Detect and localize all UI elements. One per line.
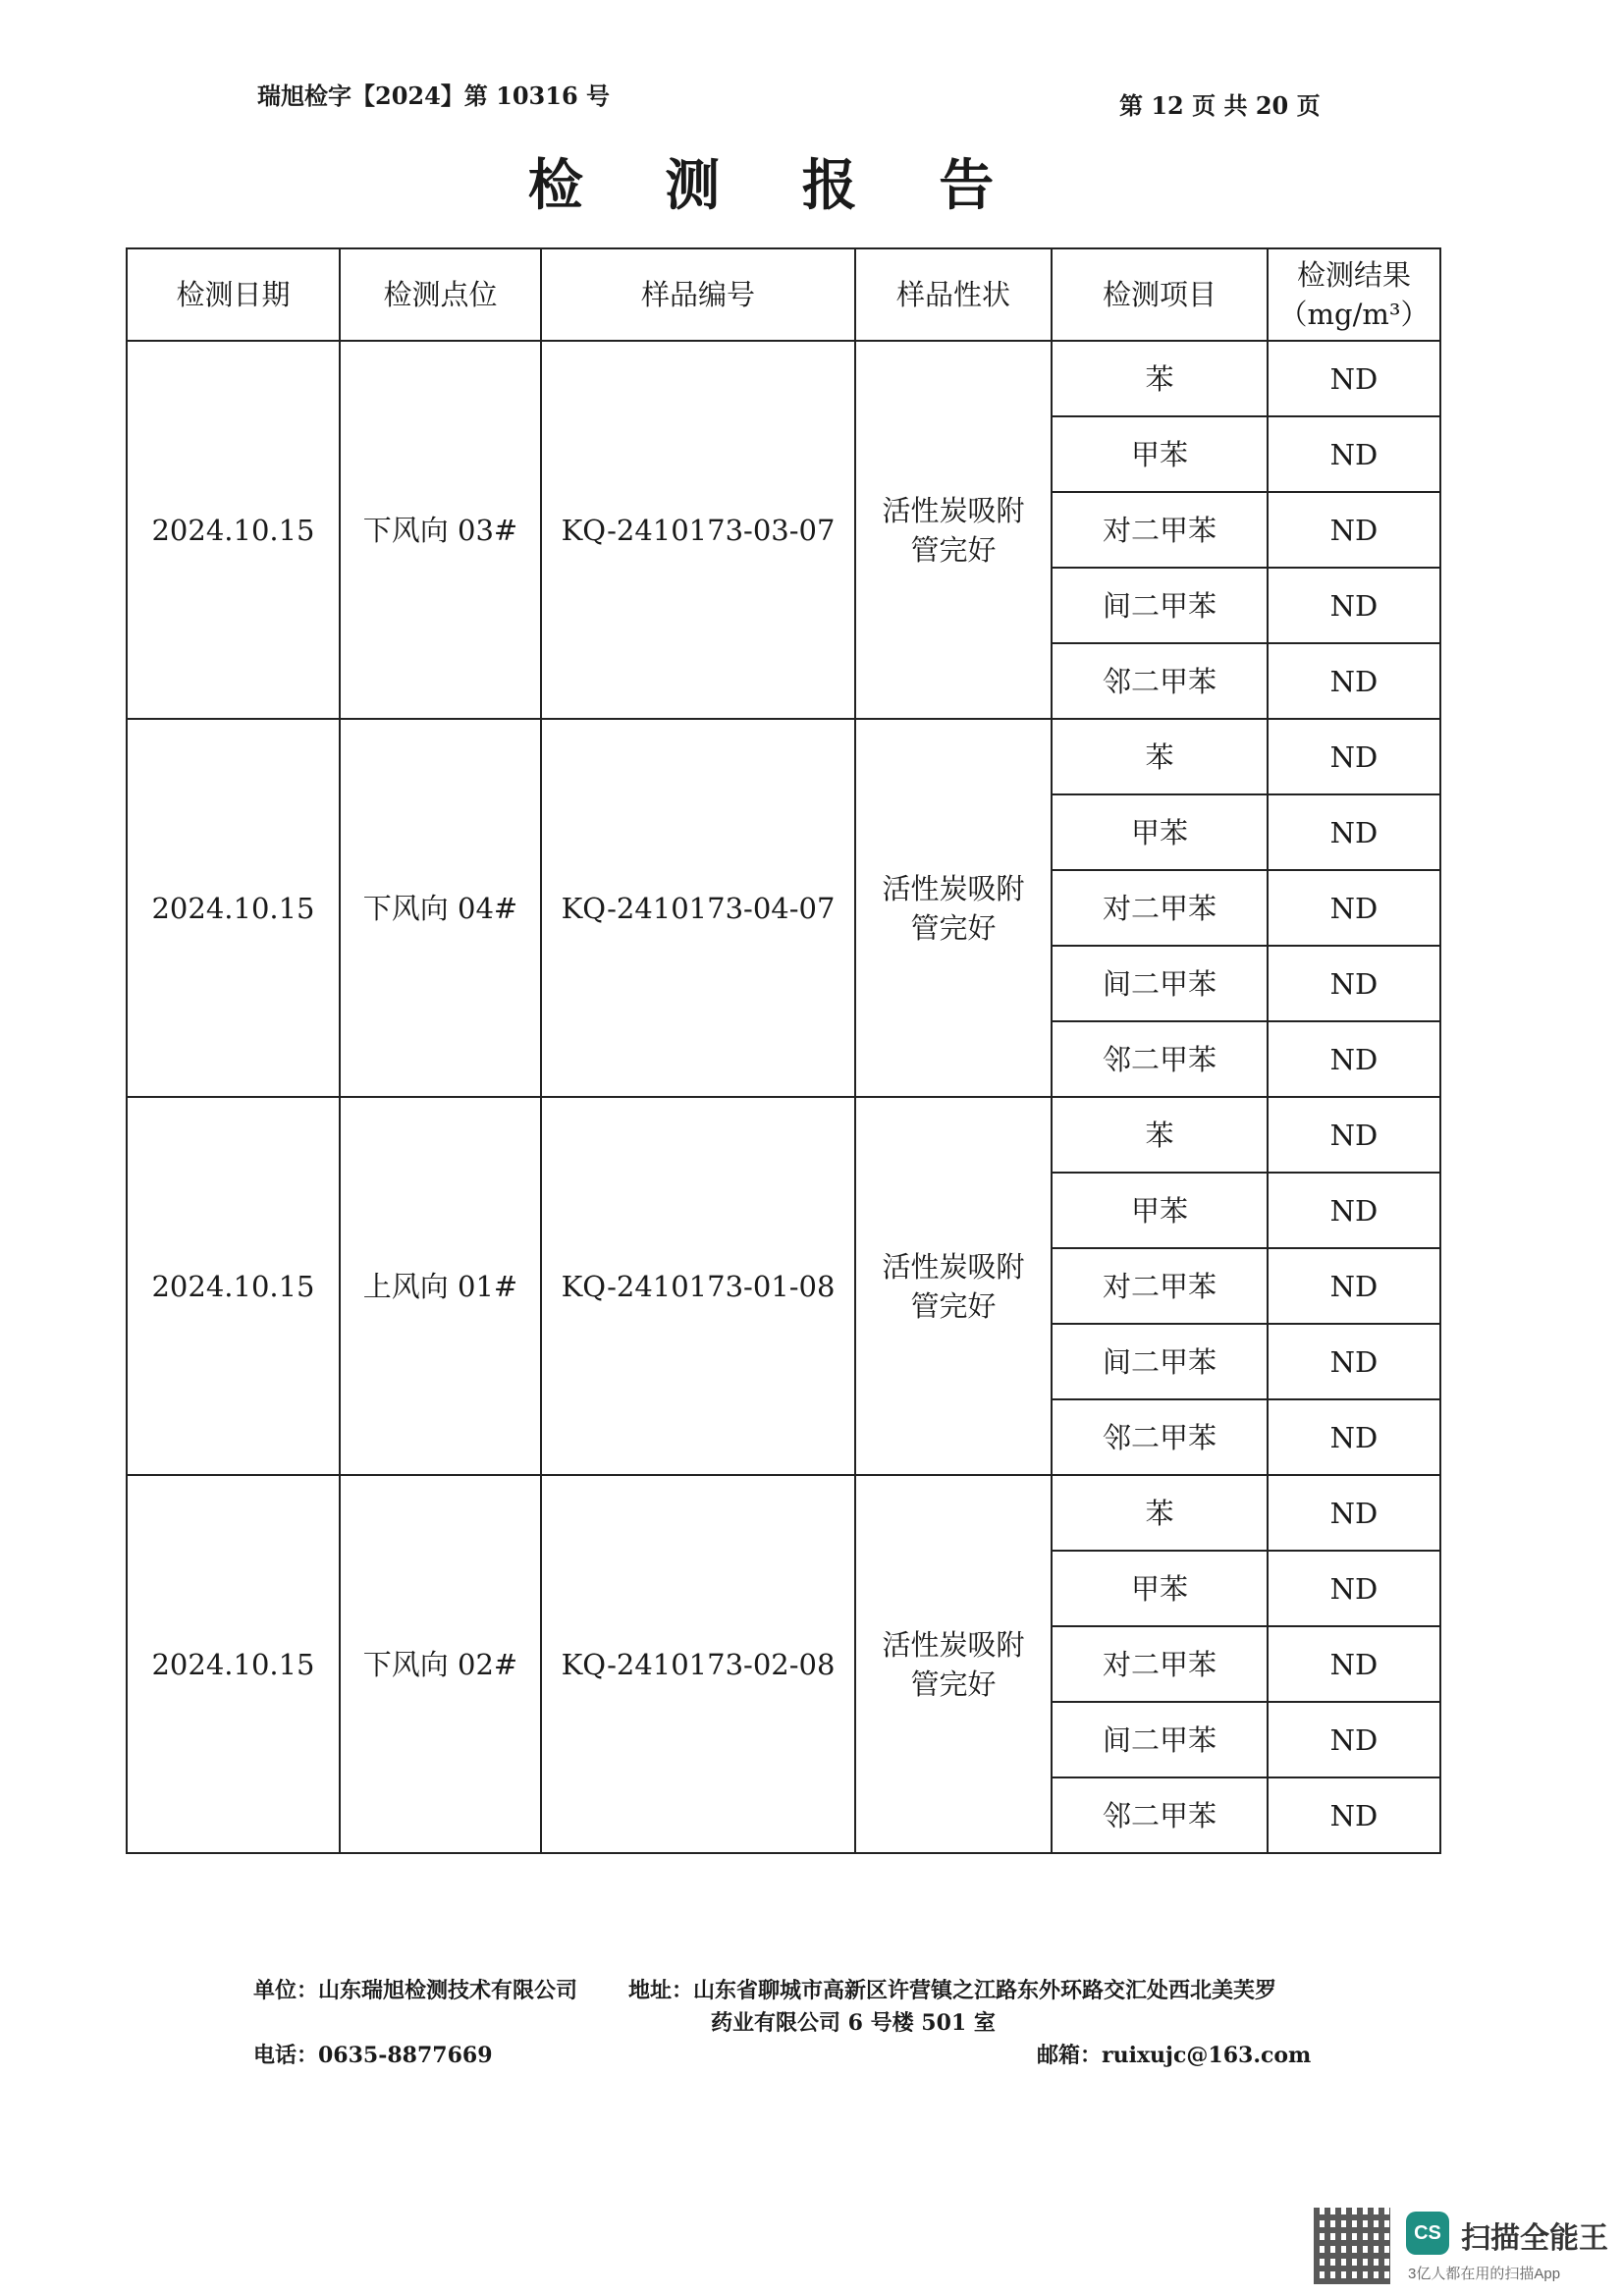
footer-phone: 电话：0635-8877669: [253, 2043, 493, 2068]
col-header-state: 样品性状: [855, 248, 1052, 341]
cell-test-result: ND: [1268, 492, 1440, 568]
cell-test-item: 邻二甲苯: [1052, 1399, 1268, 1475]
cell-state: 活性炭吸附管完好: [855, 1097, 1052, 1475]
cell-test-result: ND: [1268, 341, 1440, 416]
cell-test-item: 间二甲苯: [1052, 1702, 1268, 1777]
table-row: [127, 1475, 1440, 1551]
cell-test-result: ND: [1268, 1626, 1440, 1702]
col-header-item: 检测项目: [1052, 248, 1268, 341]
cell-sample-id: KQ-2410173-01-08: [541, 1097, 855, 1475]
watermark-app-name: 扫描全能王: [1461, 2222, 1608, 2255]
col-header-point: 检测点位: [340, 248, 541, 341]
table-row: [127, 1097, 1440, 1173]
cell-test-result: ND: [1268, 416, 1440, 492]
cell-test-result: ND: [1268, 1702, 1440, 1777]
table-body: [127, 341, 1440, 1853]
cell-test-result: ND: [1268, 1097, 1440, 1173]
cell-date: 2024.10.15: [127, 1097, 340, 1475]
cell-test-result: ND: [1268, 643, 1440, 719]
table-row: [127, 341, 1440, 416]
footer-email: 邮箱：ruixujc@163.com: [1037, 2043, 1312, 2068]
cell-point: 下风向 02#: [340, 1475, 541, 1853]
cell-date: 2024.10.15: [127, 341, 340, 719]
footer-unit: 单位：山东瑞旭检测技术有限公司: [253, 1978, 578, 2003]
report-number: 瑞旭检字【2024】第 10316 号: [257, 82, 611, 110]
cell-point: 下风向 03#: [340, 341, 541, 719]
cell-test-item: 苯: [1052, 1475, 1268, 1551]
cell-test-item: 对二甲苯: [1052, 1248, 1268, 1324]
cell-test-result: ND: [1268, 1324, 1440, 1399]
cell-test-item: 对二甲苯: [1052, 1626, 1268, 1702]
cell-test-item: 邻二甲苯: [1052, 643, 1268, 719]
cell-test-item: 邻二甲苯: [1052, 1777, 1268, 1853]
cell-sample-id: KQ-2410173-02-08: [541, 1475, 855, 1853]
cell-state: 活性炭吸附管完好: [855, 1475, 1052, 1853]
cell-state: 活性炭吸附管完好: [855, 719, 1052, 1097]
cell-test-item: 甲苯: [1052, 1551, 1268, 1626]
col-header-result: [1268, 248, 1440, 341]
cell-test-item: 对二甲苯: [1052, 870, 1268, 946]
watermark-tagline: 3亿人都在用的扫描App: [1408, 2266, 1561, 2282]
cell-test-item: 间二甲苯: [1052, 1324, 1268, 1399]
cell-date: 2024.10.15: [127, 719, 340, 1097]
cell-test-result: ND: [1268, 1475, 1440, 1551]
camscanner-logo-icon: CS: [1406, 2212, 1449, 2255]
cell-test-item: 甲苯: [1052, 794, 1268, 870]
cell-test-item: 对二甲苯: [1052, 492, 1268, 568]
cell-test-item: 甲苯: [1052, 416, 1268, 492]
page-title: 检 测 报 告: [527, 153, 1026, 218]
cell-test-result: ND: [1268, 870, 1440, 946]
cell-test-result: ND: [1268, 1248, 1440, 1324]
cell-test-result: ND: [1268, 568, 1440, 643]
cell-sample-id: KQ-2410173-03-07: [541, 341, 855, 719]
col-header-date: 检测日期: [127, 248, 340, 341]
cell-test-result: ND: [1268, 1021, 1440, 1097]
cell-test-result: ND: [1268, 794, 1440, 870]
qr-code-icon: [1314, 2208, 1390, 2284]
cell-point: 上风向 01#: [340, 1097, 541, 1475]
cell-test-item: 邻二甲苯: [1052, 1021, 1268, 1097]
footer-address-cont: 药业有限公司 6 号楼 501 室: [711, 2010, 996, 2036]
cell-test-result: ND: [1268, 1173, 1440, 1248]
report-table: [126, 247, 1441, 1854]
col-header-sample-id: 样品编号: [541, 248, 855, 341]
cell-test-result: ND: [1268, 946, 1440, 1021]
cell-test-result: ND: [1268, 719, 1440, 794]
table-header-row: [127, 248, 1440, 341]
cell-test-item: 苯: [1052, 341, 1268, 416]
cell-test-result: ND: [1268, 1551, 1440, 1626]
col-header-result-unit: （mg/m³）: [1278, 298, 1430, 331]
cell-point: 下风向 04#: [340, 719, 541, 1097]
cell-test-item: 苯: [1052, 1097, 1268, 1173]
cell-test-result: ND: [1268, 1399, 1440, 1475]
cell-sample-id: KQ-2410173-04-07: [541, 719, 855, 1097]
cell-date: 2024.10.15: [127, 1475, 340, 1853]
footer-address: 地址：山东省聊城市高新区许营镇之江路东外环路交汇处西北美芙罗: [628, 1978, 1277, 2003]
cell-test-result: ND: [1268, 1777, 1440, 1853]
col-header-result-label: 检测结果: [1296, 258, 1411, 292]
table-row: [127, 719, 1440, 794]
cell-test-item: 苯: [1052, 719, 1268, 794]
cell-test-item: 甲苯: [1052, 1173, 1268, 1248]
page-info: 第 12 页 共 20 页: [1119, 91, 1321, 120]
cell-state: 活性炭吸附管完好: [855, 341, 1052, 719]
cell-test-item: 间二甲苯: [1052, 568, 1268, 643]
cell-test-item: 间二甲苯: [1052, 946, 1268, 1021]
